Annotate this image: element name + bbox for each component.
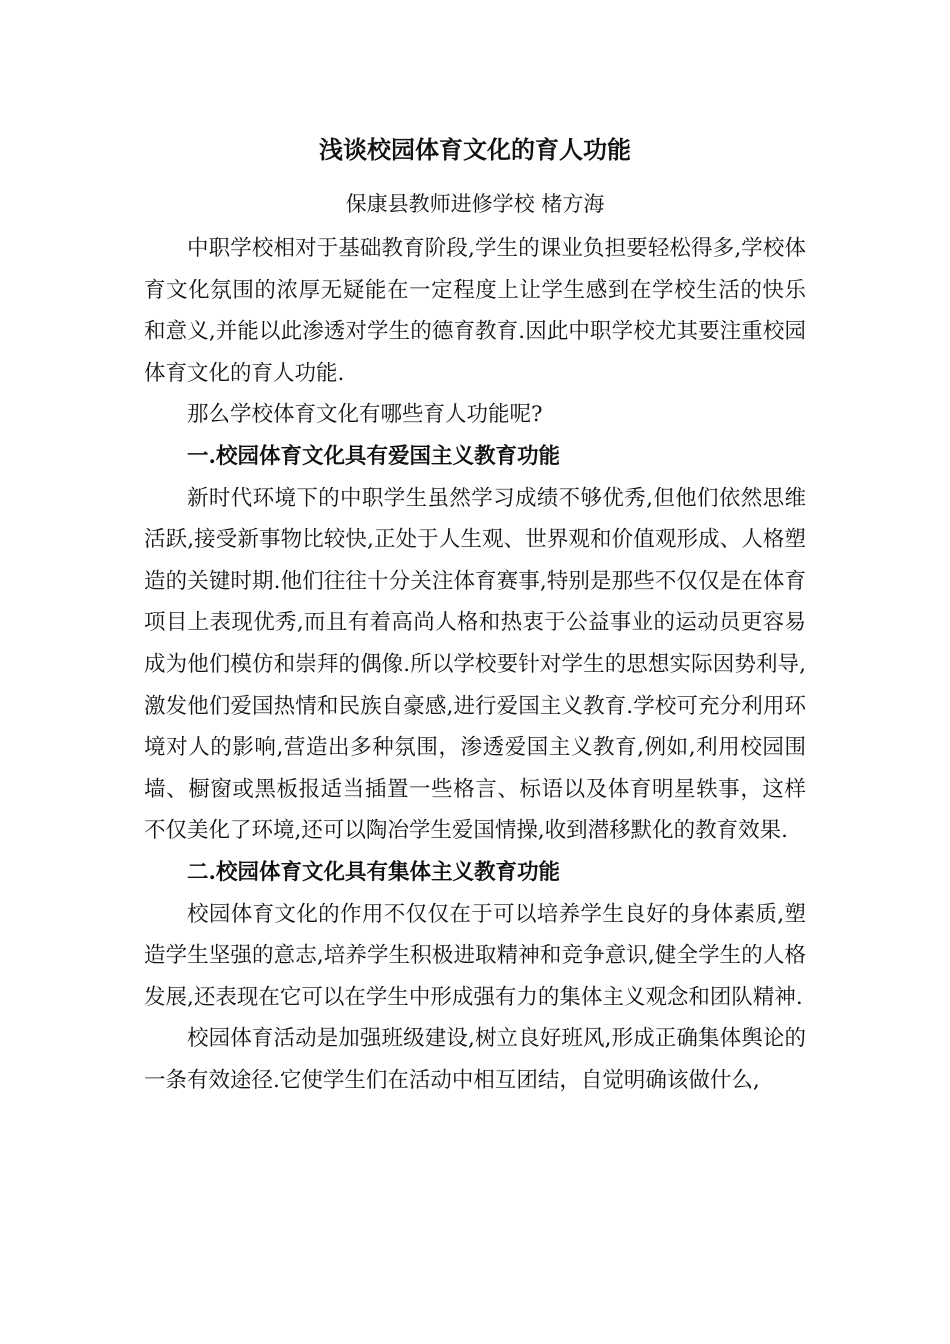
section-1-heading: 一.校园体育文化具有爱国主义教育功能	[187, 443, 560, 469]
section-2-paragraph-2: 校园体育活动是加强班级建设,树立良好班风,形成正确集体舆论的一条有效途径.它使学生们在活动中相互团结，自觉明确该做什么,	[144, 1026, 806, 1093]
intro-paragraph-1: 中职学校相对于基础教育阶段,学生的课业负担要轻松得多,学校体育文化氛围的浓厚无疑能在一定程度上让学生感到在学校生活的快乐和意义,并能以此渗透对学生的德育教育.因此中职学校尤其要注重校园体育文化的育人功能.	[144, 236, 806, 386]
section-2-heading: 二.校园体育文化具有集体主义教育功能	[187, 859, 560, 885]
document-body	[144, 228, 806, 1101]
author-line: 保康县教师进修学校 楮方海	[345, 192, 605, 216]
document-title: 浅谈校园体育文化的育人功能	[319, 135, 631, 164]
section-2-paragraph-1: 校园体育文化的作用不仅仅在于可以培养学生良好的身体素质,塑造学生坚强的意志,培养学生积极进取精神和竞争意识,健全学生的人格发展,还表现在它可以在学生中形成强有力的集体主义观念和团队精神.	[144, 901, 806, 1010]
intro-paragraph-2: 那么学校体育文化有哪些育人功能呢?	[187, 402, 543, 428]
section-1-paragraph-1: 新时代环境下的中职学生虽然学习成绩不够优秀,但他们依然思维活跃,接受新事物比较快,正处于人生观、世界观和价值观形成、人格塑造的关键时期.他们往往十分关注体育赛事,特别是那些不仅仅是在体育项目上表现优秀,而且有着高尚人格和热衷于公益事业的运动员更容易成为他们模仿和崇拜的偶像.所以学校要针对学生的思想实际因势利导,激发他们爱国热情和民族自豪感,进行爱国主义教育.学校可充分利用环境对人的影响,营造出多种氛围，渗透爱国主义教育,例如,利用校园围墙、橱窗或黑板报适当插置一些格言、标语以及体育明星轶事，这样不仅美化了环境,还可以陶冶学生爱国情操,收到潜移默化的教育效果.	[144, 485, 806, 844]
